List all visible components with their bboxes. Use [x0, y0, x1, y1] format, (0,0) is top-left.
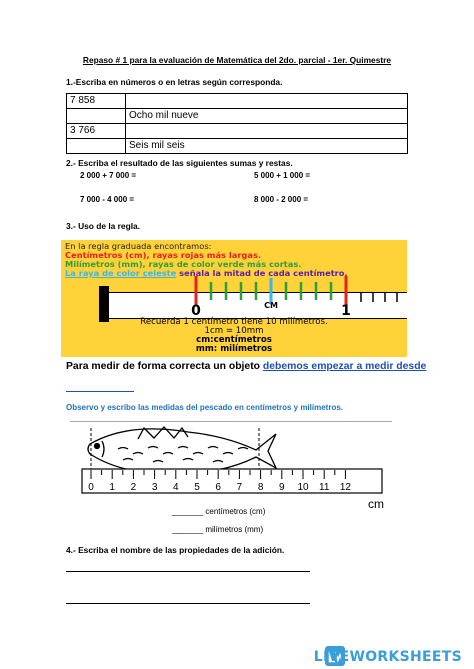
q4-prompt: 4.- Escriba el nombre de las propiedades de la adición. — [66, 545, 285, 555]
ruler-number: 9 — [279, 482, 285, 493]
measure-text: Para medir de forma correcta un objeto — [66, 361, 263, 372]
ruler-number: 11 — [319, 482, 330, 493]
ruler-number: 12 — [339, 482, 351, 493]
table-row — [67, 124, 408, 139]
ruler-zero-label: 0 — [191, 303, 201, 319]
banner-line-6: 1cm = 10mm — [204, 326, 264, 336]
ruler-one-label: 1 — [341, 303, 351, 319]
cm-answer-blank[interactable]: _______ centímetros (cm) — [172, 507, 266, 516]
banner-line-8: mm: milímetros — [195, 344, 273, 354]
banner-line-5: Recuerda 1 centímetro tiene 10 milímetros. — [140, 317, 328, 327]
fish-ruler-figure — [78, 424, 398, 510]
q4-answer-line-1[interactable] — [66, 571, 310, 572]
measure-answer-line[interactable] — [66, 391, 134, 392]
footer-bar — [0, 642, 474, 669]
celeste-label: La raya de color celeste — [65, 268, 177, 278]
measure-sentence — [66, 361, 426, 372]
ruler-number: 5 — [194, 482, 200, 493]
ruler-number: 7 — [236, 482, 243, 493]
worksheet-title: Repaso # 1 para la evaluación de Matemática del 2do. parcial - 1er. Quimestre — [82, 55, 392, 65]
banner-line-7: cm:centímetros — [196, 335, 272, 345]
ruler-number: 4 — [173, 482, 179, 493]
q1-prompt: 1.-Escriba en números o en letras según corresponda. — [66, 77, 283, 87]
operation-1: 2 000 + 7 000 = — [80, 171, 137, 180]
ruler-unit-label: CM — [264, 301, 278, 310]
ruler-outline — [82, 469, 382, 493]
ruler-cm-unit: cm — [368, 497, 384, 510]
words-cell[interactable] — [126, 94, 408, 109]
q3-prompt: 3.- Uso de la regla. — [66, 221, 141, 231]
observe-instruction: Observo y escribo las medidas del pescado en centímetros y milímetros. — [66, 403, 343, 412]
number-cell[interactable] — [67, 109, 126, 124]
numbers-table — [66, 93, 408, 154]
ruler-number: 1 — [109, 482, 115, 493]
q2-prompt: 2.- Escriba el resultado de las siguientes sumas y restas. — [66, 158, 293, 168]
number-cell[interactable] — [67, 139, 126, 154]
ruler-number: 6 — [215, 482, 221, 493]
measure-link[interactable]: debemos empezar a medir desde — [262, 361, 427, 372]
number-cell: 7 858 — [67, 94, 126, 109]
ruler-number: 8 — [257, 482, 264, 493]
ruler-number: 10 — [297, 482, 309, 493]
ruler-number: 3 — [151, 482, 158, 493]
banner-line-1: En la regla graduada encontramos: — [65, 241, 212, 251]
number-cell: 3 766 — [67, 124, 126, 139]
ruler-info-banner — [61, 240, 407, 357]
operation-2: 5 000 + 1 000 = — [254, 171, 311, 180]
table-row — [67, 109, 408, 124]
table-row — [67, 139, 408, 154]
banner-line-2: Centímetros (cm), rayas rojas más largas. — [65, 250, 262, 260]
separator-line — [70, 421, 392, 422]
table-row — [67, 94, 408, 109]
operation-3: 7 000 - 4 000 = — [80, 195, 135, 204]
ruler-number: 0 — [88, 482, 94, 493]
banner-line-3: Milímetros (mm), rayas de color verde más cortas. — [65, 259, 302, 269]
celeste-description: señala la mitad de cada centímetro. — [176, 268, 348, 278]
brand-name[interactable]: LIVEWORKSHEETS — [313, 649, 462, 665]
words-cell: Ocho mil nueve — [126, 109, 408, 124]
words-cell[interactable] — [126, 124, 408, 139]
operation-4: 8 000 - 2 000 = — [254, 195, 309, 204]
mm-answer-blank[interactable]: _______ milímetros (mm) — [172, 525, 264, 534]
ruler-number: 2 — [130, 482, 137, 493]
words-cell: Seis mil seis — [126, 139, 408, 154]
q4-answer-line-2[interactable] — [66, 603, 310, 604]
